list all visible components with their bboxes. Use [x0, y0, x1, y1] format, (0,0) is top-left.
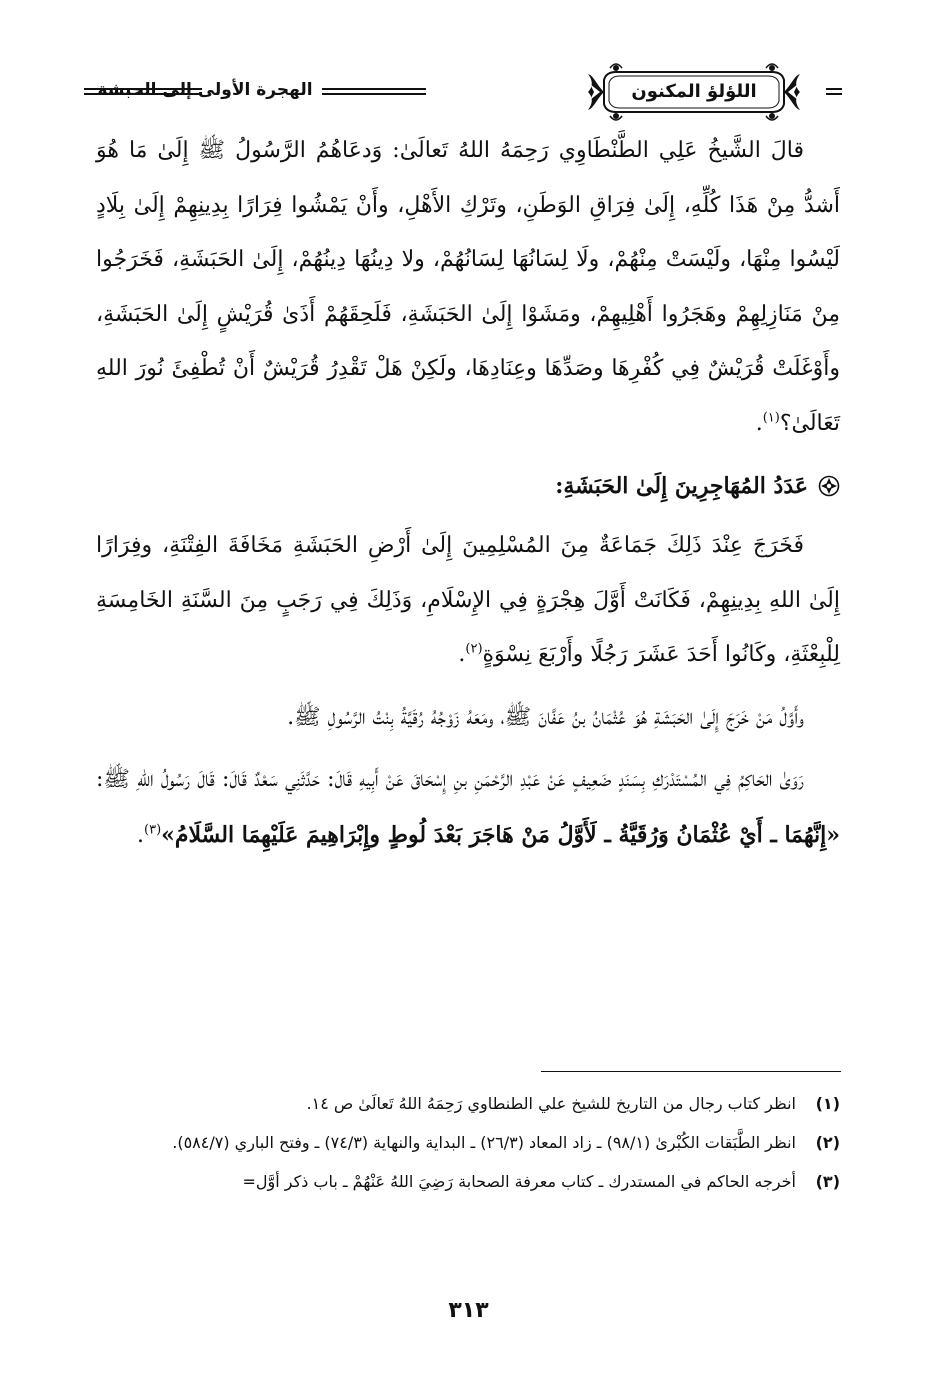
paragraph-emigrants	[96, 519, 840, 683]
footnote-number: (١)	[815, 1094, 840, 1113]
paragraph-text: وأَوَّلُ مَنْ خَرَجَ إِلَىٰ الحَبَشَةِ هُوَ عُثْمَانُ بنُ عَفَّانَ ﷺ، ومَعَهُ زَوْجُهُ رُقَيَّةُ بِنْتُ الرَّسُولِ ﷺ.	[287, 704, 804, 730]
footnote-divider	[541, 1071, 841, 1072]
footnote-text: أخرجه الحاكم في المستدرك ـ كتاب معرفة الصحابة رَضِيَ اللهُ عَنْهُمْ ـ باب ذكر أوَّل=	[242, 1172, 796, 1191]
book-title: اللؤلؤ المكنون	[631, 81, 757, 102]
running-title: الهجرة الأولى إلى الحبشة	[97, 80, 313, 100]
footnote-text: انظر الطَّبَقات الكُبْرىٰ (٩٨/١) ـ زاد المعاد (٢٦/٣) ـ البداية والنهاية (٧٤/٣) ـ وفتح الباري (٥٨٤/٧).	[172, 1133, 796, 1152]
paragraph-text: قالَ الشَّيخُ عَلِي الطَّنْطَاوِي رَحِمَهُ اللهُ تَعالَىٰ: وَدعَاهُمُ الرَّسُولُ ﷺ إِلَىٰ مَا هُوَ أَشدُّ مِنْ هَذَا كُلِّهِ، إِلَىٰ فِرَاقِ الوَطَنِ، وتَرْكِ الأَهْلِ، وأَنْ يَمْشُوا فِرَارًا بِدِينِهِمْ إِلَىٰ بِلَادٍ لَيْسُوا مِنْهَا، ولَيْسَتْ مِنْهُمْ، ولَا لِسَانُهَا لِسَانُهُمْ، ولا دِينُهَا دِينُهُمْ، إِلَىٰ الحَبَشَةِ، فَخَرَجُوا مِنْ مَنَازِلِهِمْ وهَجَرُوا أَهْلِيهِمْ، ومَشَوْا إِلَىٰ الحَبَشَةِ، فَلَحِقَهُمْ أَذَىٰ قُرَيْشٍ إِلَىٰ الحَبَشَةِ، وأَوْغَلَتْ قُرَيْشٌ فِي كُفْرِهَا وصَدِّهَا وعِنَادِهَا، ولَكِنْ هَلْ تَقْدِرُ قُرَيْشٌ أَنْ تُطْفِئَ نُورَ اللهِ تَعَالَىٰ؟	[96, 138, 840, 436]
header-rule-right	[826, 88, 842, 95]
page-header	[84, 62, 842, 122]
section-heading	[96, 459, 840, 513]
paragraph-text: رَوَىٰ الحَاكِمُ فِي المُسْتَدْرَكِ بِسَنَدٍ ضَعِيفٍ عَنْ عَبْدِ الرَّحْمَنِ بنِ إِسْحَاقَ عَنْ أَبِيهِ قَالَ: حَدَّثَنِي سَعْدٌ قَالَ: قَالَ رَسُولُ اللهِ ﷺ:	[96, 767, 804, 792]
header-rule-middle	[322, 88, 426, 95]
footnote-item	[96, 1086, 840, 1122]
paragraph-uthman	[96, 691, 840, 746]
page-number: ٣١٣	[448, 1298, 489, 1323]
flower-ornament-icon	[818, 475, 840, 497]
book-title-cartouche	[586, 62, 802, 122]
footnotes	[96, 1086, 840, 1203]
paragraph-end: .	[755, 410, 763, 436]
footnote-ref-1[interactable]: (١)	[762, 410, 780, 426]
footnote-number: (٢)	[815, 1133, 840, 1152]
footnote-item	[96, 1125, 840, 1161]
footnote-item	[96, 1164, 840, 1200]
paragraph-end: .	[458, 642, 466, 667]
paragraph-hadith	[96, 753, 840, 863]
paragraph-quote-tantawi	[96, 124, 840, 451]
footnote-ref-2[interactable]: (٢)	[465, 641, 483, 657]
hadith-quote: «إِنَّهُمَا ـ أَيْ عُثْمَانُ وَرُقَيَّةُ ـ لَأَوَّلُ مَنْ هَاجَرَ بَعْدَ لُوطٍ وإِبْرَاهِيمَ عَلَيْهِمَا السَّلَامُ»	[161, 821, 840, 848]
footnote-ref-3[interactable]: (٣)	[144, 822, 162, 838]
paragraph-end: .	[137, 822, 144, 848]
section-heading-text: عَدَدُ المُهَاجِرِينَ إِلَىٰ الحَبَشَةِ:	[555, 473, 808, 499]
paragraph-text: فَخَرَجَ عِنْدَ ذَلِكَ جَمَاعَةٌ مِنَ المُسْلِمِينَ إِلَىٰ أَرْضِ الحَبَشَةِ مَخَافَةَ الفِتْنَةِ، وفِرَارًا إِلَىٰ اللهِ بِدِينِهِمْ، فَكَانَتْ أَوَّلَ هِجْرَةٍ فِي الإِسْلَامِ، وَذَلِكَ فِي رَجَبٍ مِنَ السَّنَةِ الخَامِسَةِ لِلْبِعْثَةِ، وكَانُوا أَحَدَ عَشَرَ رَجُلًا وأَرْبَعَ نِسْوَةٍ	[96, 533, 840, 667]
footnote-text: انظر كتاب رجال من التاريخ للشيخ علي الطنطاوي رَحِمَهُ اللهُ تَعالَىٰ ص ١٤.	[306, 1094, 796, 1113]
main-text	[96, 124, 840, 863]
footnote-number: (٣)	[815, 1172, 840, 1191]
